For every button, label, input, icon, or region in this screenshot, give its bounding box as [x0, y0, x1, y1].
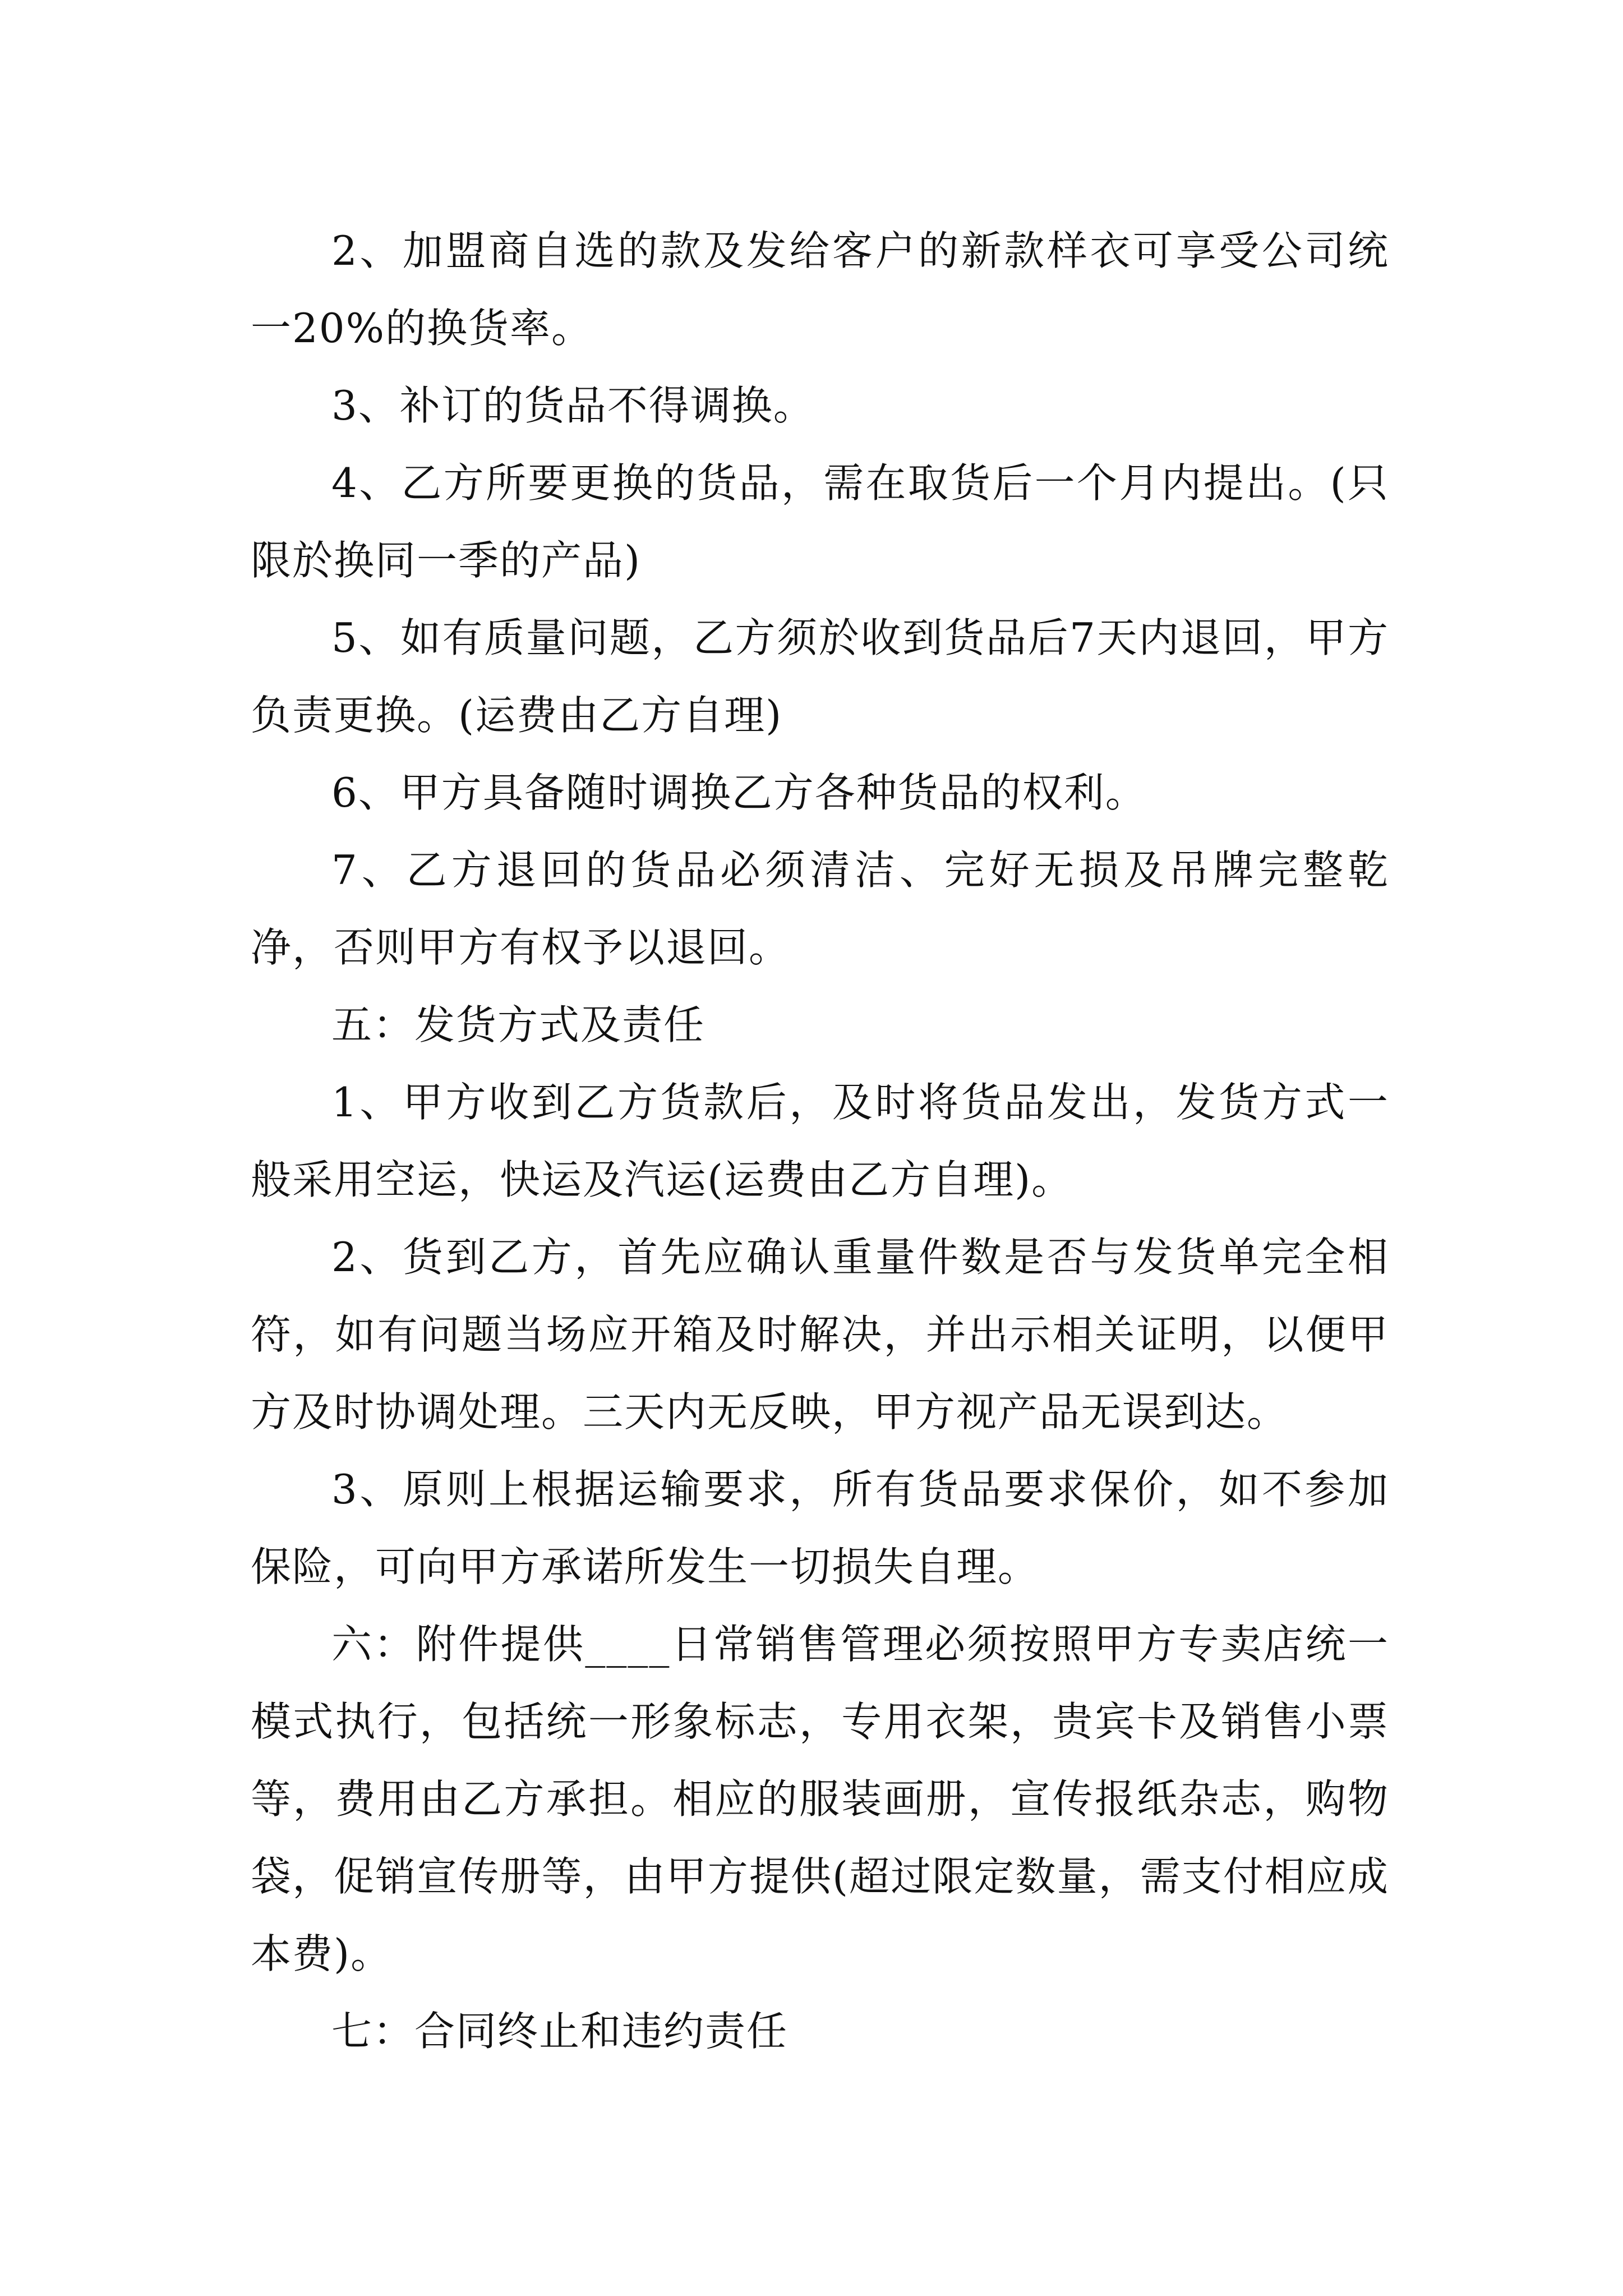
section-heading-termination: 七：合同终止和违约责任: [331, 2008, 789, 2055]
section-heading-shipping: 五：发货方式及责任: [331, 1001, 706, 1048]
paragraph-quality-return: 5、如有质量问题，乙方须於收到货品后7天内退回，甲方负责更换。(运费由乙方自理): [251, 614, 1389, 739]
paragraph-exchange-rate: 2、加盟商自选的款及发给客户的新款样衣可享受公司统一20%的换货率。: [251, 227, 1389, 352]
paragraph-party-a-rights: 6、甲方具备随时调换乙方各种货品的权利。: [331, 769, 1147, 816]
paragraph-shipping-method: 1、甲方收到乙方货款后，及时将货品发出，发货方式一般采用空运，快运及汽运(运费由乙方自理)。: [251, 1079, 1389, 1203]
paragraph-reorder-no-exchange: 3、补订的货品不得调换。: [331, 382, 815, 429]
paragraph-delivery-check: 2、货到乙方，首先应确认重量件数是否与发货单完全相符，如有问题当场应开箱及时解决，并出示相关证明，以便甲方及时协调处理。三天内无反映，甲方视产品无误到达。: [251, 1234, 1389, 1435]
paragraph-exchange-deadline: 4、乙方所要更换的货品，需在取货后一个月内提出。(只限於换同一季的产品): [251, 459, 1389, 584]
paragraph-attachments: 六：附件提供____日常销售管理必须按照甲方专卖店统一模式执行，包括统一形象标志，专用衣架，贵宾卡及销售小票等，费用由乙方承担。相应的服装画册，宣传报纸杂志，购物袋，促销宣传册等，由甲方提供(超过限定数量，需支付相应成本费)。: [251, 1621, 1389, 1977]
paragraph-return-condition: 7、乙方退回的货品必须清洁、完好无损及吊牌完整乾净，否则甲方有权予以退回。: [251, 846, 1389, 971]
paragraph-insurance: 3、原则上根据运输要求，所有货品要求保价，如不参加保险，可向甲方承诺所发生一切损失自理。: [251, 1466, 1389, 1590]
document-body: [251, 212, 1389, 2070]
